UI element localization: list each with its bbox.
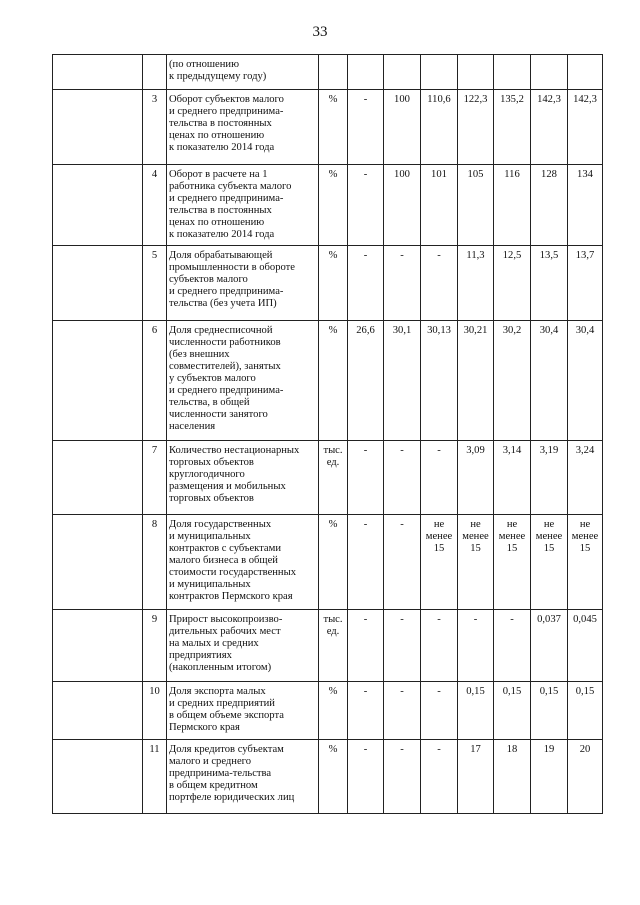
row-number: 3 <box>143 90 167 165</box>
value-cell <box>531 55 568 90</box>
table-row <box>53 320 603 440</box>
value-cell <box>568 55 603 90</box>
value-cell: - <box>384 739 421 813</box>
value-cell: 11,3 <box>458 245 494 320</box>
value-cell: 100 <box>384 165 421 246</box>
row-number: 4 <box>143 165 167 246</box>
value-cell: 13,7 <box>568 245 603 320</box>
row-number <box>143 55 167 90</box>
value-cell <box>421 55 458 90</box>
indicator-name: Оборот в расчете на 1 работника субъекта малого и среднего предпринима- тельства в постоянных ценах по отношению к показателю 2014 года <box>167 165 319 246</box>
value-cell: - <box>348 245 384 320</box>
value-cell: 101 <box>421 165 458 246</box>
value-cell: 30,1 <box>384 320 421 440</box>
value-cell: 3,09 <box>458 440 494 514</box>
value-cell: 30,2 <box>494 320 531 440</box>
value-cell: 135,2 <box>494 90 531 165</box>
value-cell: 30,4 <box>568 320 603 440</box>
value-cell: 19 <box>531 739 568 813</box>
table-row <box>53 55 603 90</box>
table-row <box>53 440 603 514</box>
indicator-name: Доля обрабатывающей промышленности в обороте субъектов малого и среднего предпринима- тельства (без учета ИП) <box>167 245 319 320</box>
value-cell: - <box>384 245 421 320</box>
left-margin-cell <box>53 55 143 90</box>
value-cell: 142,3 <box>568 90 603 165</box>
indicator-name: Доля среднесписочной численности работников (без внешних совместителей), занятых у субъектов малого и среднего предпринима- тельства, в общей численности занятого населения <box>167 320 319 440</box>
indicator-name: Доля экспорта малых и средних предприятий в общем объеме экспорта Пермского края <box>167 681 319 739</box>
value-cell: 3,24 <box>568 440 603 514</box>
table-row <box>53 245 603 320</box>
row-number: 9 <box>143 609 167 681</box>
value-cell: не менее 15 <box>568 514 603 609</box>
value-cell: - <box>348 165 384 246</box>
value-cell: 13,5 <box>531 245 568 320</box>
value-cell: - <box>421 681 458 739</box>
value-cell: не менее 15 <box>421 514 458 609</box>
value-cell: не менее 15 <box>531 514 568 609</box>
value-cell: 26,6 <box>348 320 384 440</box>
indicator-name: Прирост высокопроизво- дительных рабочих мест на малых и средних предприятиях (накопленным итогом) <box>167 609 319 681</box>
table-row <box>53 739 603 813</box>
value-cell: 30,13 <box>421 320 458 440</box>
value-cell: - <box>421 440 458 514</box>
left-margin-cell <box>53 609 143 681</box>
value-cell: 3,14 <box>494 440 531 514</box>
value-cell: 105 <box>458 165 494 246</box>
unit-cell: % <box>319 245 348 320</box>
value-cell: - <box>348 609 384 681</box>
indicator-name: Доля государственных и муниципальных контрактов с субъектами малого бизнеса в общей стоимости государственных и муниципальных контрактов Пермского края <box>167 514 319 609</box>
value-cell: 110,6 <box>421 90 458 165</box>
value-cell: - <box>494 609 531 681</box>
value-cell: 128 <box>531 165 568 246</box>
value-cell: 0,15 <box>458 681 494 739</box>
unit-cell: % <box>319 681 348 739</box>
left-margin-cell <box>53 165 143 246</box>
value-cell: - <box>384 681 421 739</box>
value-cell: 17 <box>458 739 494 813</box>
unit-cell <box>319 55 348 90</box>
value-cell <box>348 55 384 90</box>
value-cell: 116 <box>494 165 531 246</box>
table-row <box>53 609 603 681</box>
unit-cell: % <box>319 165 348 246</box>
value-cell: 0,15 <box>568 681 603 739</box>
indicators-table <box>52 54 603 814</box>
value-cell <box>494 55 531 90</box>
value-cell: 0,15 <box>531 681 568 739</box>
value-cell: 0,15 <box>494 681 531 739</box>
indicator-name: Доля кредитов субъектам малого и среднего предпринима-тельства в общем кредитном портфеле юридических лиц <box>167 739 319 813</box>
value-cell: не менее 15 <box>494 514 531 609</box>
value-cell: 3,19 <box>531 440 568 514</box>
value-cell: 0,045 <box>568 609 603 681</box>
unit-cell: тыс. ед. <box>319 440 348 514</box>
value-cell: - <box>348 739 384 813</box>
table-row <box>53 90 603 165</box>
row-number: 6 <box>143 320 167 440</box>
value-cell: 134 <box>568 165 603 246</box>
value-cell: - <box>458 609 494 681</box>
value-cell: - <box>348 440 384 514</box>
row-number: 10 <box>143 681 167 739</box>
page-number: 33 <box>312 24 328 40</box>
left-margin-cell <box>53 681 143 739</box>
value-cell: 122,3 <box>458 90 494 165</box>
value-cell: 12,5 <box>494 245 531 320</box>
left-margin-cell <box>53 245 143 320</box>
left-margin-cell <box>53 90 143 165</box>
value-cell <box>384 55 421 90</box>
value-cell: - <box>348 514 384 609</box>
indicator-name: Оборот субъектов малого и среднего предпринима- тельства в постоянных ценах по отношению к показателю 2014 года <box>167 90 319 165</box>
value-cell: - <box>348 681 384 739</box>
unit-cell: % <box>319 90 348 165</box>
unit-cell: тыс. ед. <box>319 609 348 681</box>
unit-cell: % <box>319 514 348 609</box>
value-cell: 142,3 <box>531 90 568 165</box>
value-cell: 100 <box>384 90 421 165</box>
value-cell: 30,4 <box>531 320 568 440</box>
value-cell: - <box>348 90 384 165</box>
value-cell: - <box>421 245 458 320</box>
value-cell: 18 <box>494 739 531 813</box>
unit-cell: % <box>319 320 348 440</box>
left-margin-cell <box>53 514 143 609</box>
unit-cell: % <box>319 739 348 813</box>
value-cell: не менее 15 <box>458 514 494 609</box>
value-cell: - <box>384 514 421 609</box>
table-row <box>53 165 603 246</box>
table-row <box>53 514 603 609</box>
indicator-name: Количество нестационарных торговых объектов круглогодичного размещения и мобильных торговых объектов <box>167 440 319 514</box>
left-margin-cell <box>53 320 143 440</box>
value-cell: - <box>384 609 421 681</box>
value-cell: - <box>384 440 421 514</box>
row-number: 7 <box>143 440 167 514</box>
value-cell: - <box>421 609 458 681</box>
row-number: 11 <box>143 739 167 813</box>
left-margin-cell <box>53 739 143 813</box>
value-cell: 20 <box>568 739 603 813</box>
row-number: 8 <box>143 514 167 609</box>
row-number: 5 <box>143 245 167 320</box>
value-cell: 0,037 <box>531 609 568 681</box>
left-margin-cell <box>53 440 143 514</box>
value-cell <box>458 55 494 90</box>
table-row <box>53 681 603 739</box>
value-cell: - <box>421 739 458 813</box>
indicator-name: (по отношению к предыдущему году) <box>167 55 319 90</box>
value-cell: 30,21 <box>458 320 494 440</box>
